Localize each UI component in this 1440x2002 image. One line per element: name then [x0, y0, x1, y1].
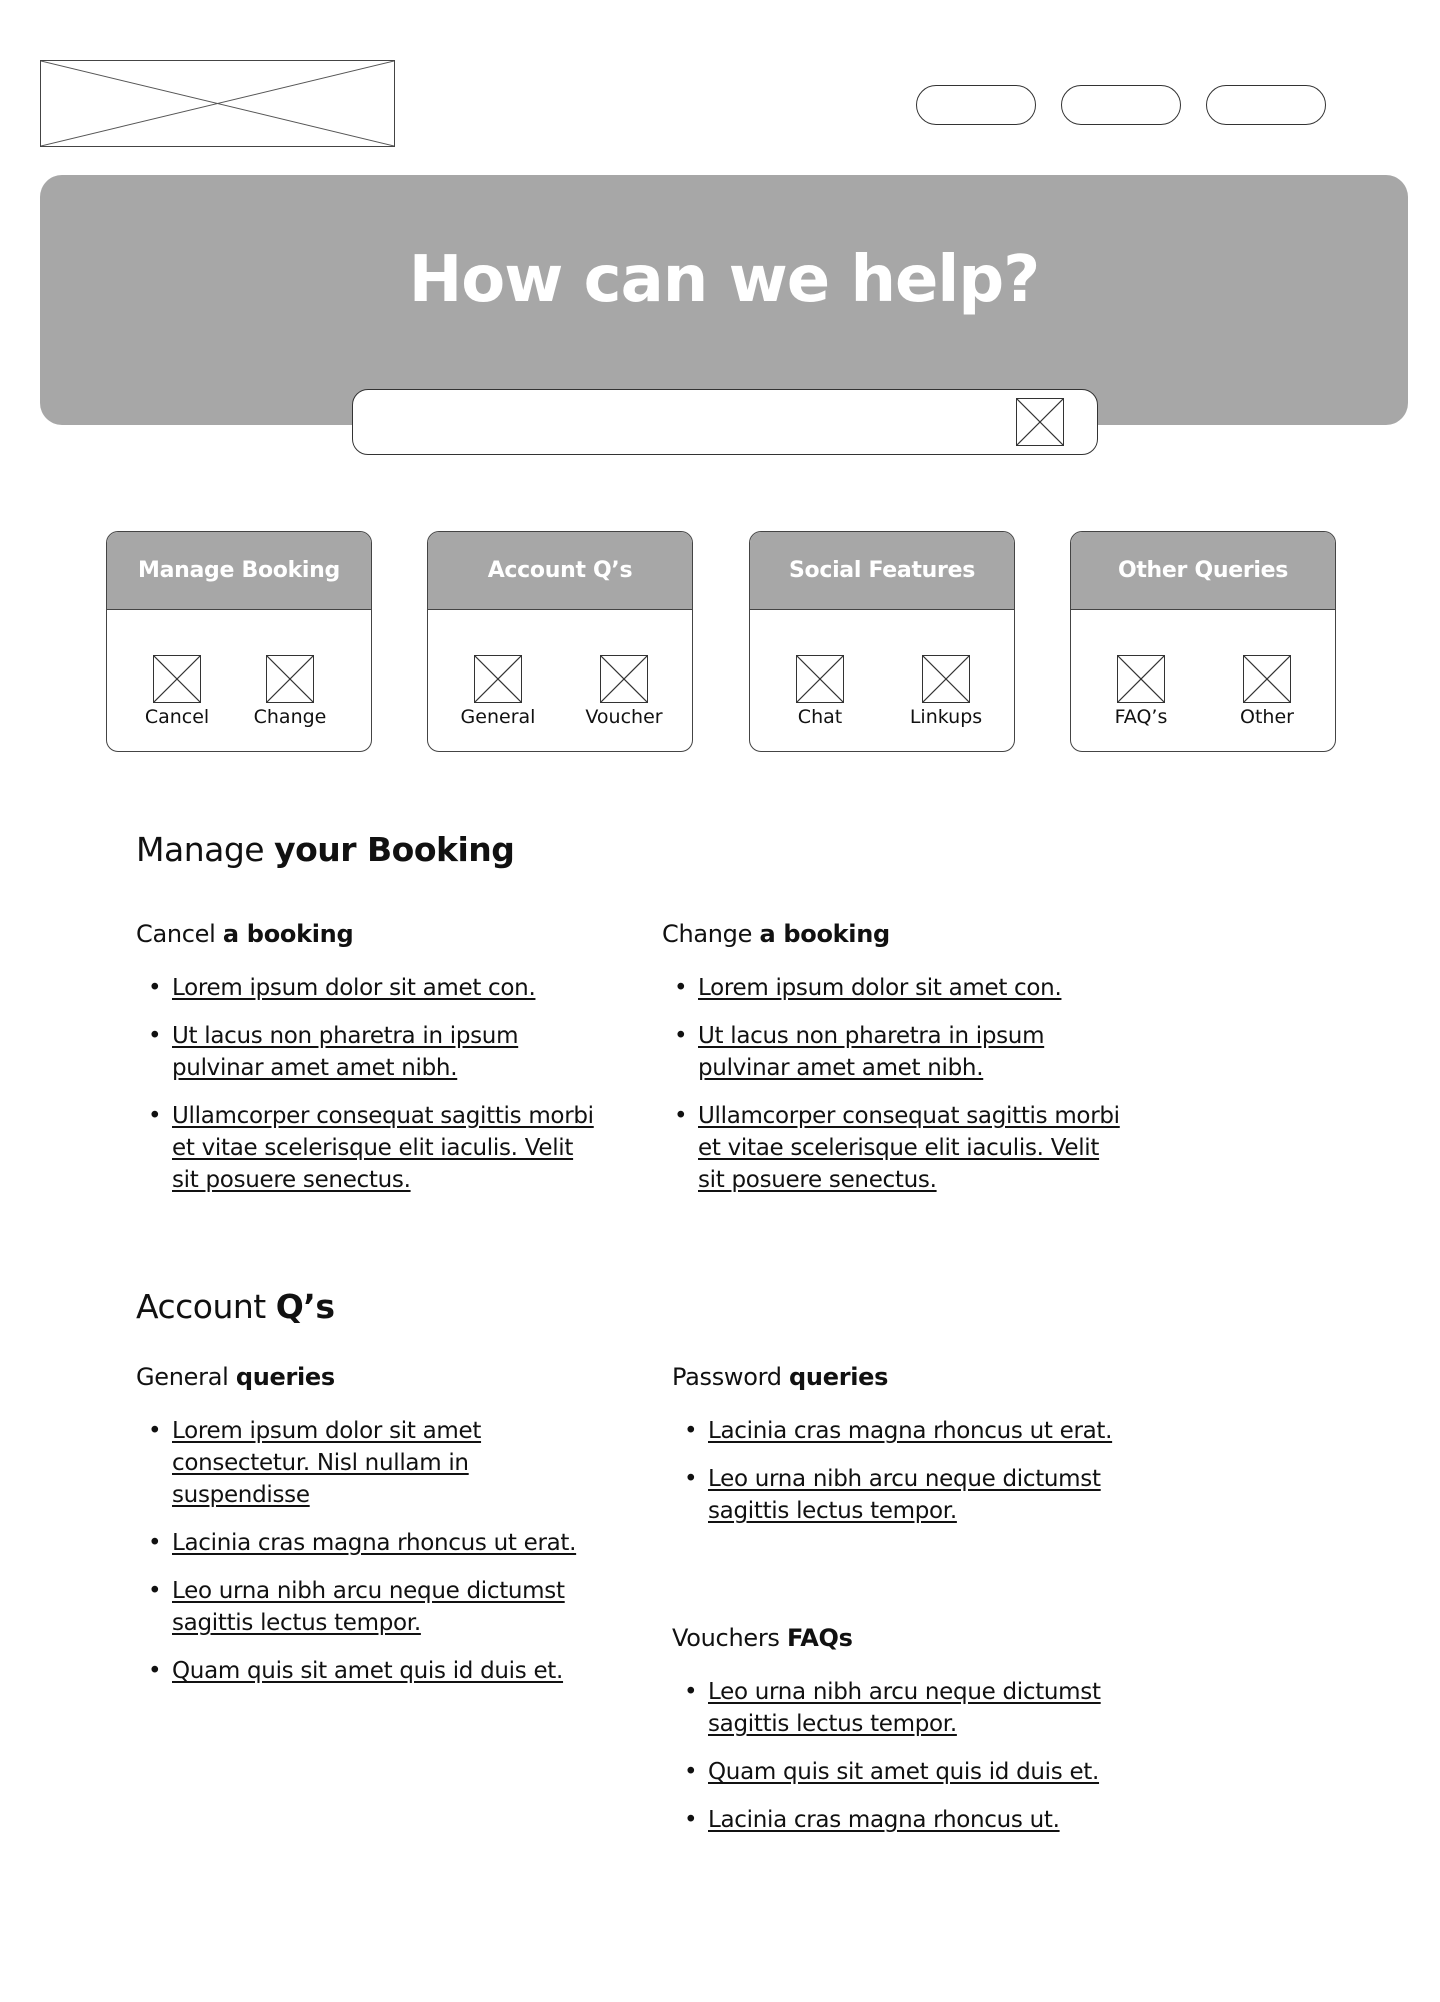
card-title: Social Features	[750, 532, 1014, 610]
list-item	[136, 1100, 606, 1196]
help-link[interactable]: Ullamcorper consequat sagittis morbi et vitae scelerisque elit iaculis. Velit sit posuere senectus.	[698, 1103, 1120, 1193]
subsection-title-vouchers-faqs: Vouchers FAQs	[672, 1624, 853, 1652]
card-item-faqs[interactable]	[1091, 655, 1191, 728]
nav-button-1[interactable]	[916, 85, 1036, 125]
search-bar[interactable]	[352, 389, 1098, 455]
section-title-account-qs: Account Q’s	[136, 1287, 335, 1326]
logo-placeholder	[40, 60, 395, 147]
list-item	[136, 1575, 606, 1639]
list-item	[136, 972, 606, 1004]
list-item	[136, 1655, 606, 1687]
search-input[interactable]	[373, 402, 1013, 442]
card-title: Manage Booking	[107, 532, 371, 610]
help-link[interactable]: Lacinia cras magna rhoncus ut.	[708, 1807, 1060, 1833]
subsection-title-general-queries: General queries	[136, 1363, 335, 1391]
list-item	[136, 1415, 606, 1511]
help-link[interactable]: Lacinia cras magna rhoncus ut erat.	[708, 1418, 1113, 1444]
category-card-social-features	[749, 531, 1015, 752]
list-item	[136, 1020, 606, 1084]
help-link[interactable]: Ut lacus non pharetra in ipsum pulvinar amet amet nibh.	[172, 1023, 519, 1081]
card-item-cancel[interactable]	[127, 655, 227, 728]
list-item	[672, 1463, 1142, 1527]
card-item-change[interactable]	[240, 655, 340, 728]
other-icon	[1243, 655, 1291, 703]
help-link[interactable]: Lacinia cras magna rhoncus ut erat.	[172, 1530, 577, 1556]
hero-title: How can we help?	[408, 243, 1040, 317]
list-item	[672, 1676, 1142, 1740]
subsection-title-password-queries: Password queries	[672, 1363, 889, 1391]
help-link[interactable]: Leo urna nibh arcu neque dictumst sagittis lectus tempor.	[708, 1466, 1101, 1524]
help-link[interactable]: Lorem ipsum dolor sit amet con.	[172, 975, 536, 1001]
card-item-label: General	[460, 706, 536, 728]
change-links-list	[662, 972, 1132, 1212]
category-card-other-queries	[1070, 531, 1336, 752]
subsection-title-change: Change a booking	[662, 920, 890, 948]
image-placeholder-icon	[41, 61, 394, 146]
card-item-other[interactable]	[1217, 655, 1317, 728]
change-icon	[266, 655, 314, 703]
card-item-label: Linkups	[909, 706, 983, 728]
help-link[interactable]: Lorem ipsum dolor sit amet con.	[698, 975, 1062, 1001]
list-item	[672, 1756, 1142, 1788]
category-card-account-qs	[427, 531, 693, 752]
card-item-label: Other	[1240, 706, 1294, 728]
subsection-title-cancel: Cancel a booking	[136, 920, 354, 948]
list-item	[136, 1527, 606, 1559]
help-link[interactable]: Ullamcorper consequat sagittis morbi et vitae scelerisque elit iaculis. Velit sit posuere senectus.	[172, 1103, 594, 1193]
section-title-manage-booking: Manage your Booking	[136, 830, 515, 869]
list-item	[672, 1415, 1142, 1447]
help-link[interactable]: Quam quis sit amet quis id duis et.	[708, 1759, 1100, 1785]
help-link[interactable]: Ut lacus non pharetra in ipsum pulvinar amet amet nibh.	[698, 1023, 1045, 1081]
search-icon[interactable]	[1016, 398, 1064, 446]
card-item-voucher[interactable]	[574, 655, 674, 728]
card-item-linkups[interactable]	[896, 655, 996, 728]
card-item-chat[interactable]	[770, 655, 870, 728]
card-item-label: Cancel	[144, 706, 210, 728]
list-item	[662, 972, 1132, 1004]
hero-banner	[40, 175, 1408, 425]
help-link[interactable]: Lorem ipsum dolor sit amet consectetur. Nisl nullam in suspendisse	[172, 1418, 482, 1508]
card-title: Account Q’s	[428, 532, 692, 610]
cancel-icon	[153, 655, 201, 703]
card-item-label: FAQ’s	[1114, 706, 1168, 728]
card-item-label: Chat	[797, 706, 843, 728]
linkups-icon	[922, 655, 970, 703]
general-queries-links-list	[136, 1415, 606, 1703]
card-item-general[interactable]	[448, 655, 548, 728]
general-icon	[474, 655, 522, 703]
list-item	[662, 1100, 1132, 1196]
faq-icon	[1117, 655, 1165, 703]
password-queries-links-list	[672, 1415, 1142, 1543]
list-item	[662, 1020, 1132, 1084]
help-link[interactable]: Quam quis sit amet quis id duis et.	[172, 1658, 564, 1684]
voucher-icon	[600, 655, 648, 703]
cancel-links-list	[136, 972, 606, 1212]
vouchers-faqs-links-list	[672, 1676, 1142, 1852]
nav-button-2[interactable]	[1061, 85, 1181, 125]
card-item-label: Change	[253, 706, 327, 728]
chat-icon	[796, 655, 844, 703]
nav-button-3[interactable]	[1206, 85, 1326, 125]
card-item-label: Voucher	[585, 706, 663, 728]
help-link[interactable]: Leo urna nibh arcu neque dictumst sagittis lectus tempor.	[708, 1679, 1101, 1737]
help-link[interactable]: Leo urna nibh arcu neque dictumst sagittis lectus tempor.	[172, 1578, 565, 1636]
card-title: Other Queries	[1071, 532, 1335, 610]
list-item	[672, 1804, 1142, 1836]
category-card-manage-booking	[106, 531, 372, 752]
